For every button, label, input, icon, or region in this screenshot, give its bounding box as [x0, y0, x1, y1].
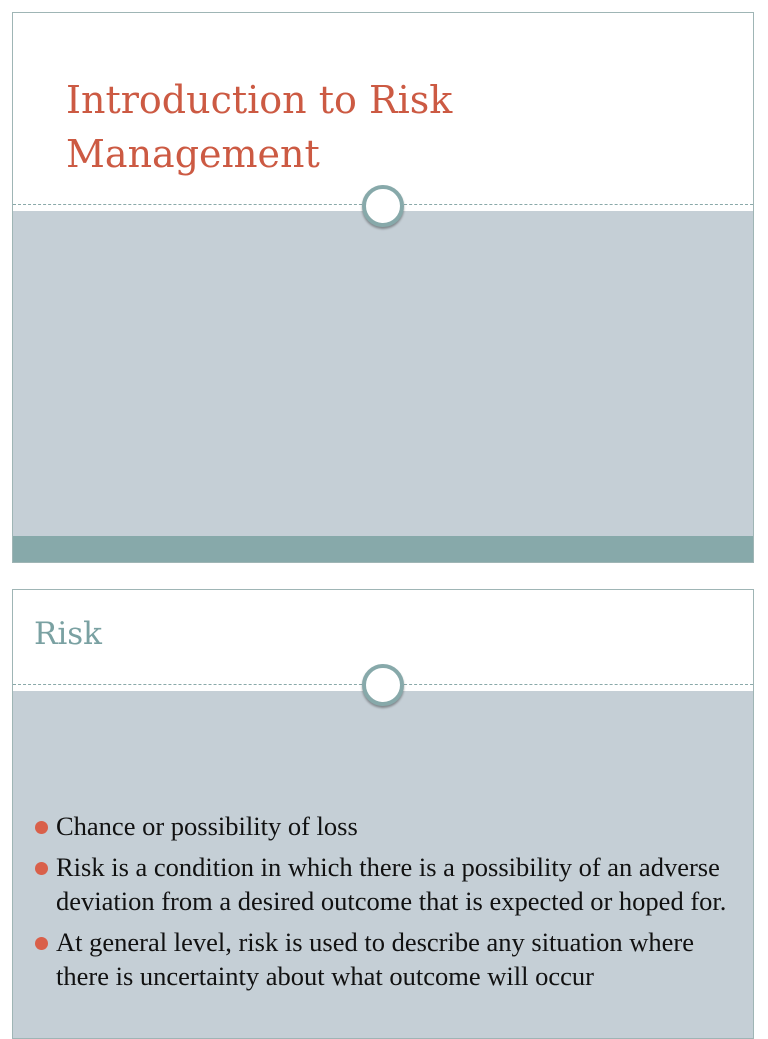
- bullet-icon: [35, 862, 48, 875]
- bullet-item: [33, 809, 737, 844]
- slide-title: [12, 12, 754, 563]
- footer-band: [13, 536, 753, 562]
- bullet-text: At general level, risk is used to describe any situation where there is uncertainty about what outcome will occur: [56, 926, 695, 991]
- title-area: [13, 13, 753, 205]
- bullet-icon: [35, 821, 48, 834]
- content-placeholder: [13, 211, 753, 537]
- slide-title-heading: Introduction to Risk Management: [66, 78, 453, 176]
- slide-risk: [12, 589, 754, 1039]
- circle-ornament-icon: [362, 664, 404, 706]
- bullet-item: [33, 925, 737, 994]
- bullet-icon: [35, 937, 48, 950]
- bullet-text: Risk is a condition in which there is a possibility of an adverse deviation from a desired outcome that is expected or hoped for.: [56, 851, 727, 916]
- bullet-list: [33, 809, 737, 1000]
- bullet-text: Chance or possibility of loss: [56, 811, 358, 841]
- bullet-item: [33, 850, 737, 919]
- content-area: [13, 691, 753, 1038]
- circle-ornament-icon: [362, 185, 404, 227]
- section-title: Risk: [34, 616, 102, 652]
